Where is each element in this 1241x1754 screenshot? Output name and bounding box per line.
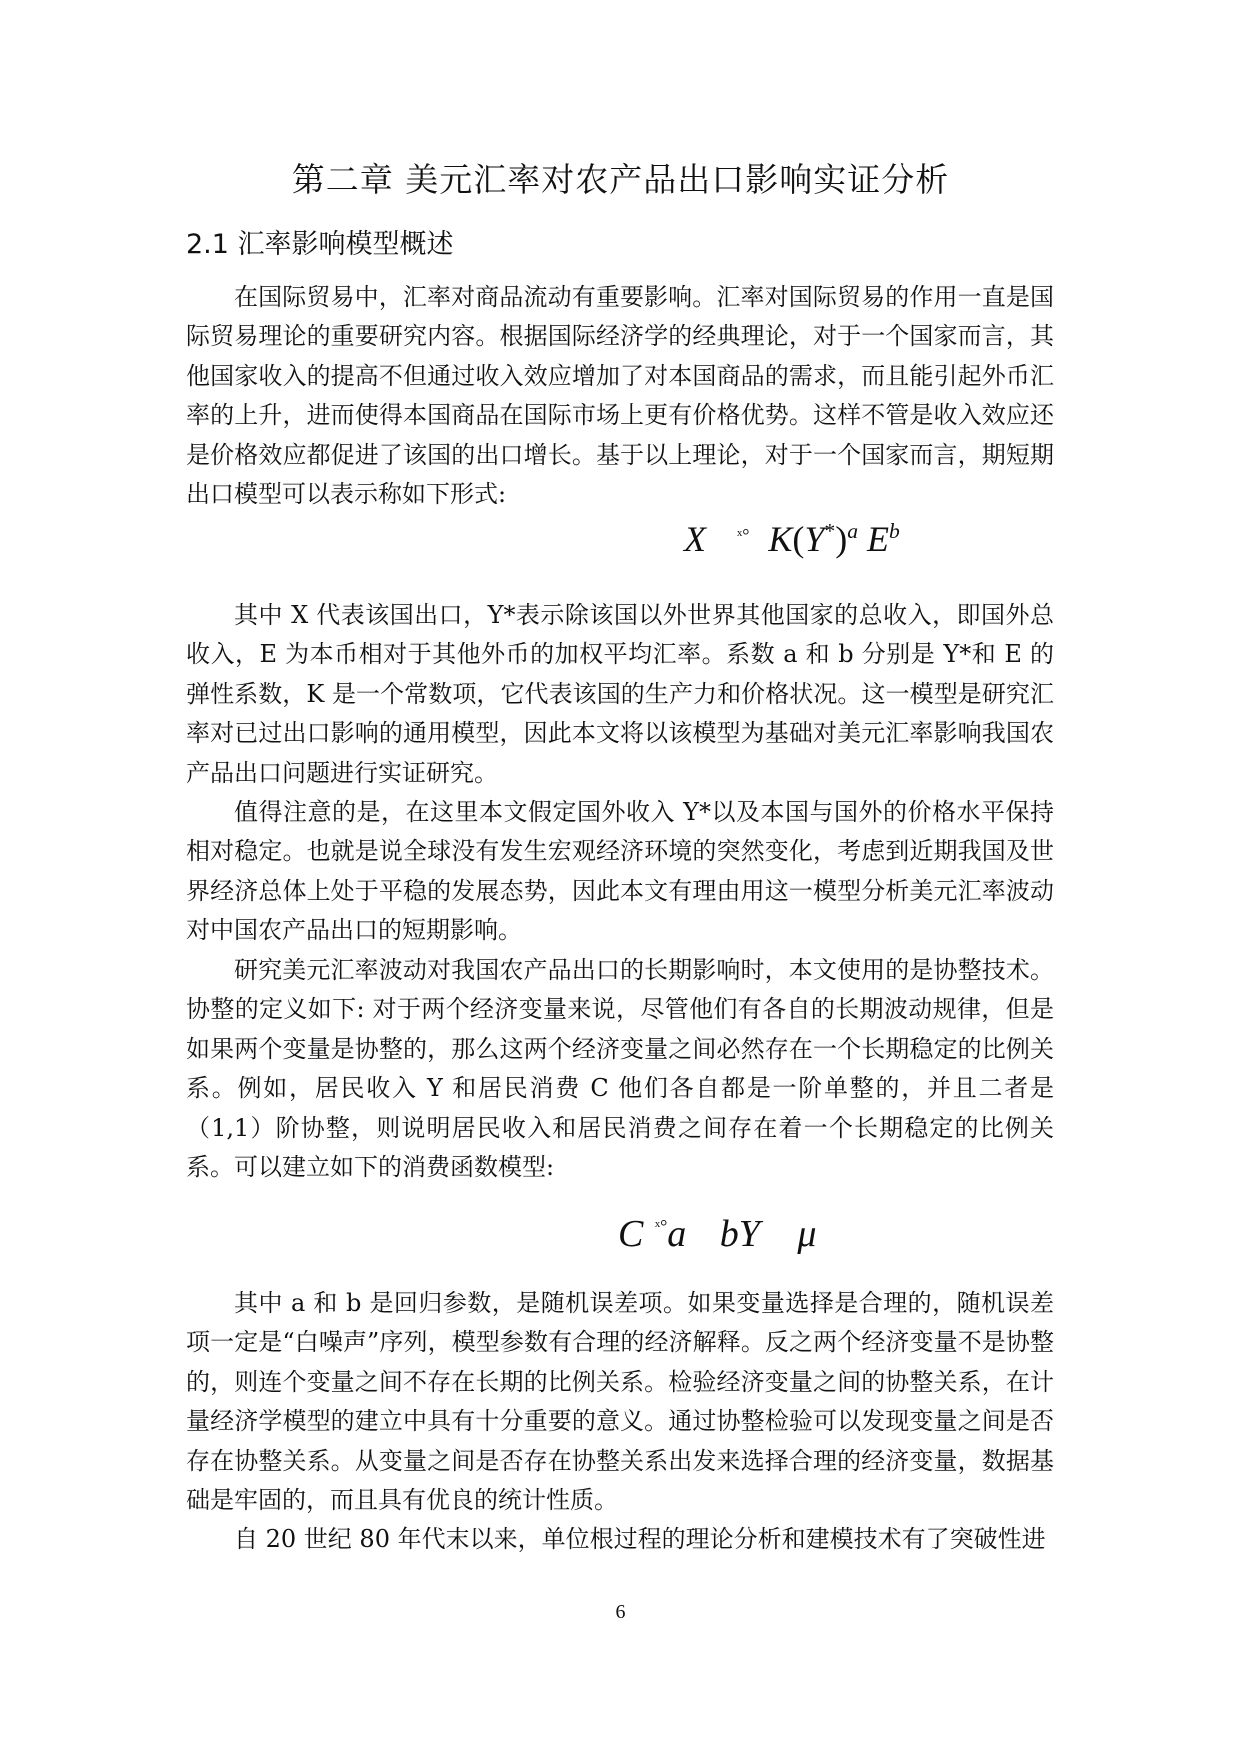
paragraph-4: 研究美元汇率波动对我国农产品出口的长期影响时，本文使用的是协整技术。协整的定义如下: 对于两个经济变量来说，尽管他们有各自的长期波动规律，但是如果两个变量是协整的，那么这两个经济变量之间必然存在一个长期稳定的比例关系。例如，居民收入 Y 和居民消费 C 他们各自都是一阶单整的，并且二者是（1,1）阶协整，则说明居民收入和居民消费之间存在着一个长期稳定的比例关系。可以建立如下的消费函数模型: bbox=[186, 956, 1054, 1182]
paragraph-5: 其中 a 和 b 是回归参数，是随机误差项。如果变量选择是合理的，随机误差项一定是“白噪声”序列，模型参数有合理的经济解释。反之两个经济变量不是协整的，则连个变量之间不存在长期的比例关系。检验经济变量之间的协整关系，在计量经济学模型的建立中具有十分重要的意义。通过协整检验可以发现变量之间是否存在协整关系。从变量之间是否存在协整关系出发来选择合理的经济变量，数据基础是牢固的，而且具有优良的统计性质。 bbox=[186, 1289, 1054, 1515]
paragraph-6: 自 20 世纪 80 年代末以来，单位根过程的理论分析和建模技术有了突破性进 bbox=[234, 1525, 1046, 1553]
formula-x: X bbox=[684, 519, 706, 559]
formula-y: Y bbox=[804, 519, 825, 559]
formula-open-paren: ( bbox=[792, 519, 805, 559]
formula-close-paren: ) bbox=[835, 519, 848, 559]
formula-k: K bbox=[768, 519, 793, 559]
formula-consumption-model bbox=[618, 1212, 816, 1256]
formula-star: * bbox=[824, 519, 836, 543]
formula-garbled-glyph-2: ˣ° bbox=[654, 1216, 668, 1236]
chapter-title: 第二章 美元汇率对农产品出口影响实证分析 bbox=[291, 160, 950, 199]
paragraph-3: 值得注意的是，在这里本文假定国外收入 Y*以及本国与国外的价格水平保持相对稳定。也就是说全球没有发生宏观经济环境的突然变化，考虑到近期我国及世界经济总体上处于平稳的发展态势，因此本文有理由用这一模型分析美元汇率波动对中国农产品出口的短期影响。 bbox=[186, 798, 1054, 945]
formula-garbled-glyph: ˣ° bbox=[737, 525, 750, 545]
paragraph-1: 在国际贸易中，汇率对商品流动有重要影响。汇率对国际贸易的作用一直是国际贸易理论的重要研究内容。根据国际经济学的经典理论，对于一个国家而言，其他国家收入的提高不但通过收入效应增加了对本国商品的需求，而且能引起外币汇率的上升，进而使得本国商品在国际市场上更有价格优势。这样不管是收入效应还是价格效应都促进了该国的出口增长。基于以上理论，对于一个国家而言，期短期出口模型可以表示称如下形式: bbox=[186, 283, 1054, 509]
formula-e: E bbox=[867, 519, 890, 559]
paragraph-2: 其中 X 代表该国出口，Y*表示除该国以外世界其他国家的总收入，即国外总收入，E 为本币相对于其他外币的加权平均汇率。系数 a 和 b 分别是 Y*和 E 的弹性系数，K 是一个常数项，它代表该国的生产力和价格状况。这一模型是研究汇率对已过出口影响的通用模型，因此本文将以该模型为基础对美元汇率影响我国农产品出口问题进行实证研究。 bbox=[186, 601, 1054, 787]
formula-exponent-a: a bbox=[847, 519, 859, 543]
formula-by: bY bbox=[719, 1213, 760, 1255]
section-title: 2.1 汇率影响模型概述 bbox=[186, 229, 454, 260]
formula-a: a bbox=[667, 1213, 687, 1255]
page-number: 6 bbox=[615, 1601, 626, 1623]
formula-exponent-b: b bbox=[889, 519, 900, 543]
formula-mu: μ bbox=[797, 1213, 817, 1255]
formula-export-model bbox=[684, 518, 900, 560]
formula-c: C bbox=[618, 1213, 644, 1255]
